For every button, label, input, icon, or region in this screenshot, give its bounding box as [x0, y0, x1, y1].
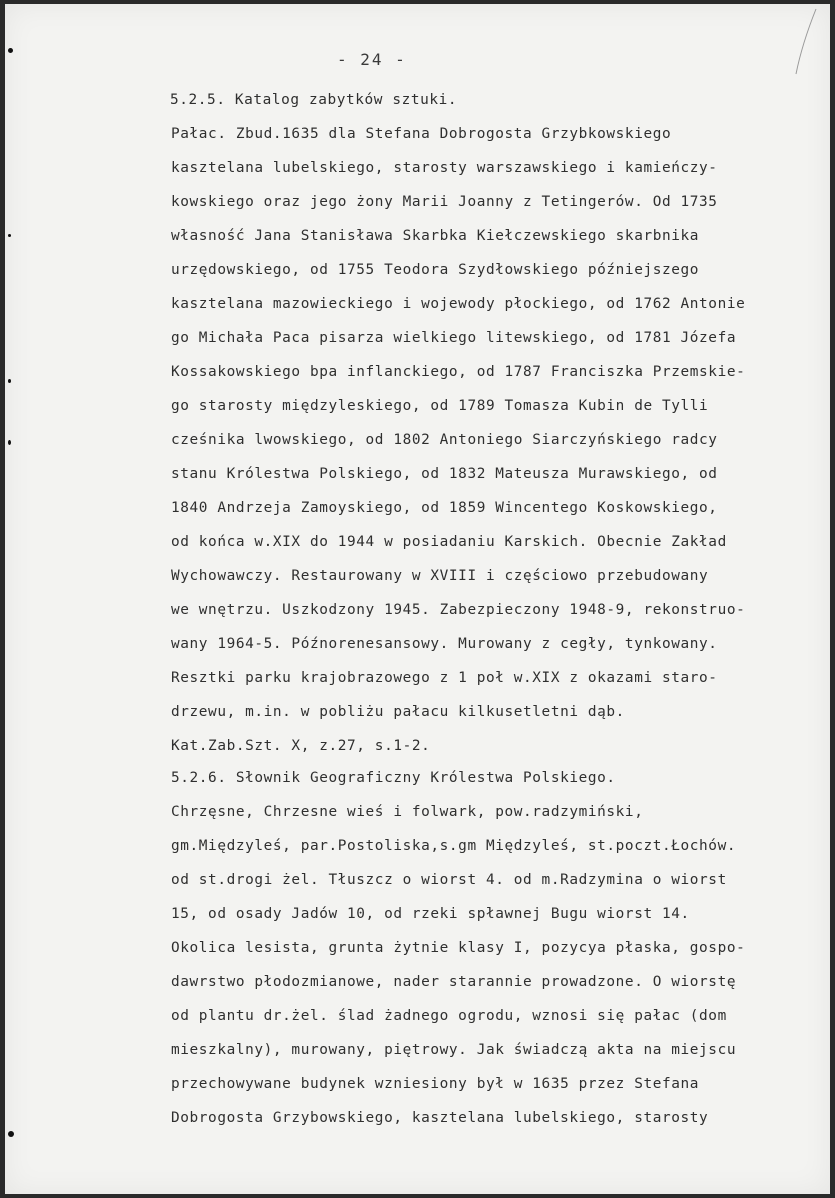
- text-line: urzędowskiego, od 1755 Teodora Szydłowskiego późniejszego: [171, 262, 700, 278]
- text-line: stanu Królestwa Polskiego, od 1832 Mateusza Murawskiego, od: [171, 466, 718, 482]
- text-line: od plantu dr.żel. ślad żadnego ogrodu, wznosi się pałac (dom: [171, 1008, 727, 1024]
- text-line: kasztelana lubelskiego, starosty warszawskiego i kamieńczy-: [171, 160, 718, 176]
- text-line: kasztelana mazowieckiego i wojewody płockiego, od 1762 Antonie: [171, 296, 746, 312]
- section-heading: 5.2.6. Słownik Geograficzny Królestwa Polskiego.: [171, 770, 616, 786]
- pencil-mark-icon: [756, 4, 826, 84]
- text-line: 1840 Andrzeja Zamoyskiego, od 1859 Wincentego Koskowskiego,: [171, 500, 718, 516]
- citation-line: Kat.Zab.Szt. X, z.27, s.1-2.: [171, 738, 431, 754]
- text-line: go starosty międzyleskiego, od 1789 Tomasza Kubin de Tylli: [171, 398, 709, 414]
- text-line: od st.drogi żel. Tłuszcz o wiorst 4. od m.Radzymina o wiorst: [171, 872, 727, 888]
- text-line: Resztki parku krajobrazowego z 1 poł w.XIX z okazami staro-: [171, 670, 718, 686]
- text-line: Chrzęsne, Chrzesne wieś i folwark, pow.radzymiński,: [171, 804, 644, 820]
- text-line: drzewu, m.in. w pobliżu pałacu kilkusetletni dąb.: [171, 704, 625, 720]
- binding-hole-icon: [8, 234, 11, 237]
- text-line: Pałac. Zbud.1635 dla Stefana Dobrogosta Grzybkowskiego: [171, 126, 672, 142]
- binding-hole-icon: [8, 379, 11, 383]
- text-line: gm.Międzyleś, par.Postoliska,s.gm Międzyleś, st.poczt.Łochów.: [171, 838, 737, 854]
- document-page: [5, 4, 830, 1194]
- text-line: Dobrogosta Grzybowskiego, kasztelana lubelskiego, starosty: [171, 1110, 709, 1126]
- text-line: go Michała Paca pisarza wielkiego litewskiego, od 1781 Józefa: [171, 330, 737, 346]
- binding-hole-icon: [8, 440, 11, 445]
- text-line: 15, od osady Jadów 10, od rzeki spławnej Bugu wiorst 14.: [171, 906, 690, 922]
- text-line: dawrstwo płodozmianowe, nader starannie prowadzone. O wiorstę: [171, 974, 737, 990]
- binding-hole-icon: [8, 1131, 14, 1137]
- text-line: kowskiego oraz jego żony Marii Joanny z Tetingerów. Od 1735: [171, 194, 718, 210]
- section-heading: 5.2.5. Katalog zabytków sztuki.: [170, 92, 458, 108]
- text-line: wany 1964-5. Późnorenesansowy. Murowany z cegły, tynkowany.: [171, 636, 718, 652]
- text-line: Wychowawczy. Restaurowany w XVIII i częściowo przebudowany: [171, 568, 709, 584]
- text-line: od końca w.XIX do 1944 w posiadaniu Karskich. Obecnie Zakład: [171, 534, 727, 550]
- text-line: własność Jana Stanisława Skarbka Kiełczewskiego skarbnika: [171, 228, 700, 244]
- text-line: we wnętrzu. Uszkodzony 1945. Zabezpieczony 1948-9, rekonstruo-: [171, 602, 746, 618]
- binding-hole-icon: [8, 48, 13, 53]
- text-line: Okolica lesista, grunta żytnie klasy I, pozycya płaska, gospo-: [171, 940, 746, 956]
- text-line: cześnika lwowskiego, od 1802 Antoniego Siarczyńskiego radcy: [171, 432, 718, 448]
- text-line: Kossakowskiego bpa inflanckiego, od 1787 Franciszka Przemskie-: [171, 364, 746, 380]
- text-line: przechowywane budynek wzniesiony był w 1635 przez Stefana: [171, 1076, 700, 1092]
- text-line: mieszkalny), murowany, piętrowy. Jak świadczą akta na miejscu: [171, 1042, 737, 1058]
- page-number: - 24 -: [337, 50, 407, 69]
